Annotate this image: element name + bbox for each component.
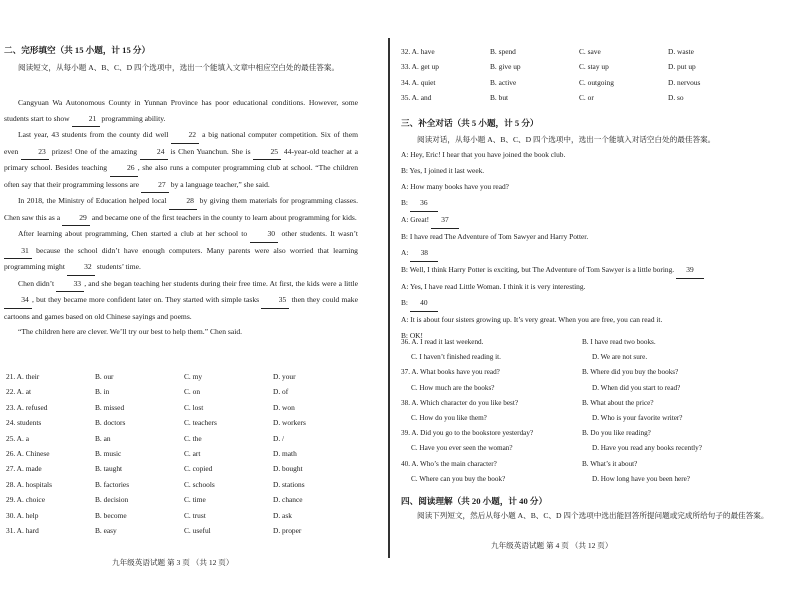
dialogue-line-1: A: Hey, Eric! I hear that you have joined the book club. [401, 150, 566, 159]
option-d: D. ask [273, 510, 292, 520]
dialogue-option: B. Where did you buy the books? [582, 368, 679, 377]
option-c: C. useful [184, 526, 211, 536]
blank-27: 27 [141, 177, 169, 194]
passage-paragraph-4: After learning about programming, Chen started a club at her school to 30 other students. It wasn’t 31 because the school didn’t have enough computers. Many parents were also worried that learning programming might 32 students’ time. [4, 226, 358, 276]
passage-paragraph-5: Chen didn’t 33 , and she began teaching her students during their free time. At first, the kids were a little 34 , but they became more confident later on. They started with simple tasks 35 then they could make cartoons and games based on old Chinese sayings and poems. [4, 276, 358, 325]
cloze-option-row [6, 508, 366, 523]
option-c: C. or [579, 93, 594, 103]
section-2-instruction: 阅读短文，从每小题 A、B、C、D 四个选项中，选出一个能填入文章中相应空白处的最佳答案。 [18, 63, 340, 72]
option-d: D. bought [273, 464, 303, 474]
dialogue-option-row [401, 472, 773, 487]
dialogue-option-row [401, 335, 773, 350]
option-c: C. lost [184, 402, 204, 412]
blank-29: 29 [62, 210, 90, 227]
blank-23: 23 [21, 144, 49, 161]
blank-40: 40 [410, 295, 438, 312]
option-d: D. nervous [668, 77, 701, 87]
page-footer-3: 九年级英语试题 第 3 页 （共 12 页） [112, 558, 234, 567]
option-c: C. stay up [579, 62, 609, 72]
blank-21: 21 [72, 111, 100, 128]
option-c: C. copied [184, 464, 213, 474]
dialogue-line-7: A: 38 [401, 245, 771, 262]
dialogue-line-2: B: Yes, I joined it last week. [401, 166, 485, 175]
cloze-option-row [6, 477, 366, 492]
cloze-option-row [401, 44, 761, 59]
option-d: D. put up [668, 62, 696, 72]
dialogue-option: C. How do you like them? [411, 414, 487, 423]
blank-28: 28 [169, 193, 197, 210]
dialogue-option: 38. A. Which character do you like best? [401, 398, 519, 407]
option-d: D. chance [273, 495, 303, 505]
dialogue-line-11: A: It is about four sisters growing up. It’s very great. When you are free, you can read it. [401, 315, 663, 324]
option-c: C. the [184, 433, 202, 443]
blank-26: 26 [110, 160, 138, 177]
blank-30: 30 [250, 226, 278, 243]
option-a: 32. A. have [401, 47, 435, 56]
blank-35: 35 [261, 292, 289, 309]
passage-paragraph-6: “The children here are clever. We’ll try our best to help them.” Chen said. [18, 327, 243, 336]
dialogue-option: 37. A. What books have you read? [401, 368, 500, 377]
cloze-option-row [6, 492, 366, 507]
dialogue-option: C. Have you ever seen the woman? [411, 444, 513, 453]
dialogue-option: B. I have read two books. [582, 338, 656, 346]
option-a: 21. A. their [6, 372, 40, 381]
dialogue-option-row [401, 381, 773, 396]
cloze-option-row [6, 400, 366, 415]
dialogue-option-row [401, 350, 773, 365]
option-c: C. schools [184, 479, 215, 489]
option-a: 22. A. at [6, 387, 32, 397]
option-c: C. save [579, 47, 601, 56]
dialogue-option: C. Where can you buy the book? [411, 474, 506, 483]
option-b: B. an [95, 433, 111, 443]
blank-38: 38 [410, 245, 438, 262]
option-c: C. on [184, 387, 201, 397]
option-d: D. math [273, 449, 297, 459]
option-d: D. so [668, 93, 684, 103]
option-c: C. time [184, 495, 206, 505]
option-b: B. music [95, 449, 122, 459]
cloze-option-row [6, 415, 366, 430]
dialogue-option: B. What’s it about? [582, 459, 638, 468]
dialogue-line-4: B: 36 [401, 195, 771, 212]
page-4 [397, 0, 794, 590]
cloze-option-row [6, 523, 366, 538]
blank-24: 24 [140, 144, 168, 161]
cloze-options-21-31 [6, 369, 366, 538]
option-a: 23. A. refused [6, 402, 48, 412]
dialogue-option-row [401, 426, 773, 441]
dialogue-option-row [401, 365, 773, 380]
dialogue-line-12: B: OK! [401, 331, 423, 340]
dialogue-option-row [401, 411, 773, 426]
blank-33: 33 [56, 276, 84, 293]
option-b: B. missed [95, 402, 125, 412]
blank-25: 25 [253, 144, 281, 161]
blank-37: 37 [431, 212, 459, 229]
cloze-option-row [6, 369, 366, 384]
blank-39: 39 [676, 262, 704, 279]
option-a: 33. A. get up [401, 62, 439, 72]
option-a: 28. A. hospitals [6, 479, 52, 489]
option-b: B. our [95, 372, 114, 381]
option-c: C. art [184, 449, 201, 459]
cloze-option-row [6, 384, 366, 399]
option-a: 35. A. and [401, 93, 432, 103]
option-c: C. trust [184, 510, 206, 520]
option-a: 34. A. quiet [401, 77, 436, 87]
dialogue [401, 147, 771, 344]
dialogue-option: B. What about the price? [582, 398, 654, 407]
option-d: D. won [273, 402, 295, 412]
option-d: D. your [273, 372, 296, 381]
dialogue-line-6: B: I have read The Adventure of Tom Sawyer and Harry Potter. [401, 232, 589, 241]
blank-32: 32 [67, 259, 95, 276]
dialogue-option: D. Who is your favorite writer? [592, 414, 683, 423]
option-b: B. in [95, 387, 110, 397]
option-b: B. taught [95, 464, 123, 474]
option-d: D. stations [273, 479, 305, 489]
option-b: B. but [490, 93, 509, 103]
cloze-option-row [401, 75, 761, 90]
dialogue-option: D. We are not sure. [592, 353, 648, 362]
section-4-instruction: 阅读下列短文，然后从每小题 A、B、C、D 四个选项中选出能回答所提问题或完成所给句子的最佳答案。 [417, 511, 769, 520]
dialogue-option-row [401, 457, 773, 472]
cloze-options-32-35 [401, 44, 761, 106]
option-c: C. teachers [184, 418, 217, 428]
option-c: C. my [184, 372, 203, 381]
option-a: 31. A. hard [6, 526, 39, 536]
option-d: D. / [273, 433, 285, 443]
page-footer-4: 九年级英语试题 第 4 页 （共 12 页） [491, 541, 613, 550]
dialogue-option: D. How long have you been here? [592, 474, 690, 483]
section-2-title: 二、完形填空（共 15 小题，计 15 分） [4, 45, 151, 55]
blank-36: 36 [410, 195, 438, 212]
dialogue-line-9: A: Yes, I have read Little Woman. I think it is very interesting. [401, 282, 586, 291]
option-a: 25. A. a [6, 433, 29, 443]
dialogue-option: D. Have you read any books recently? [592, 444, 702, 453]
dialogue-line-10: B: 40 [401, 295, 771, 312]
option-d: D. of [273, 387, 289, 397]
option-a: 30. A. help [6, 510, 39, 520]
dialogue-line-8: B: Well, I think Harry Potter is exciting, but The Adventure of Tom Sawyer is a little boring. 39 [401, 262, 771, 279]
dialogue-line-3: A: How many books have you read? [401, 182, 509, 191]
option-d: D. proper [273, 526, 302, 536]
option-a: 29. A. choice [6, 495, 45, 505]
dialogue-option: 36. A. I read it last weekend. [401, 338, 484, 346]
dialogue-option: C. How much are the books? [411, 383, 495, 392]
passage-paragraph-1: Cangyuan Wa Autonomous County in Yunnan Province has poor educational conditions. However, some students start to show 21 programming ability. [4, 95, 358, 127]
cloze-option-row [6, 446, 366, 461]
cloze-option-row [401, 59, 761, 74]
dialogue-line-5: A: Great! 37 [401, 212, 771, 229]
option-b: B. become [95, 510, 127, 520]
blank-31: 31 [4, 243, 32, 260]
passage-paragraph-3: In 2018, the Ministry of Education helped local 28 by giving them materials for programming classes. Chen saw this as a 29 and became one of the first teachers in the county to learn about programming for kids. [4, 193, 358, 226]
option-a: 24. students [6, 418, 42, 428]
dialogue-option: B. Do you like reading? [582, 429, 651, 438]
option-b: B. spend [490, 47, 516, 56]
cloze-passage [4, 95, 358, 340]
dialogue-options-36-40 [401, 335, 773, 487]
blank-34: 34 [4, 292, 32, 309]
option-b: B. factories [95, 479, 130, 489]
cloze-option-row [401, 90, 761, 105]
section-3-instruction: 阅读对话，从每小题 A、B、C、D 四个选项中，选出一个能填入对话空白处的最佳答案。 [417, 135, 716, 144]
option-d: D. waste [668, 47, 694, 56]
dialogue-option-row [401, 441, 773, 456]
section-4-title: 四、阅读理解（共 20 小题，计 40 分） [401, 496, 548, 506]
dialogue-option: D. When did you start to read? [592, 383, 681, 392]
option-d: D. workers [273, 418, 306, 428]
option-b: B. active [490, 77, 517, 87]
blank-22: 22 [171, 127, 199, 144]
option-a: 27. A. made [6, 464, 42, 474]
dialogue-option: 39. A. Did you go to the bookstore yesterday? [401, 429, 534, 438]
option-b: B. doctors [95, 418, 126, 428]
dialogue-option: C. I haven’t finished reading it. [411, 353, 501, 362]
option-b: B. decision [95, 495, 129, 505]
dialogue-option: 40. A. Who’s the main character? [401, 459, 497, 468]
option-a: 26. A. Chinese [6, 449, 50, 459]
option-b: B. easy [95, 526, 117, 536]
dialogue-option-row [401, 396, 773, 411]
cloze-option-row [6, 461, 366, 476]
option-b: B. give up [490, 62, 521, 72]
passage-paragraph-2: Last year, 43 students from the county did well 22 a big national computer competition. Six of them even 23 prizes! One of the amazing 24 is Chen Yuanchun. She is 25 44-year-old teacher at a primary school. Besides teaching 26 , she also runs a computer programming club at school. “The children often say that their programming lessons are 27 by a language teacher,” she said. [4, 127, 358, 193]
cloze-option-row [6, 431, 366, 446]
option-c: C. outgoing [579, 77, 614, 87]
section-3-title: 三、补全对话（共 5 小题，计 5 分） [401, 118, 539, 128]
